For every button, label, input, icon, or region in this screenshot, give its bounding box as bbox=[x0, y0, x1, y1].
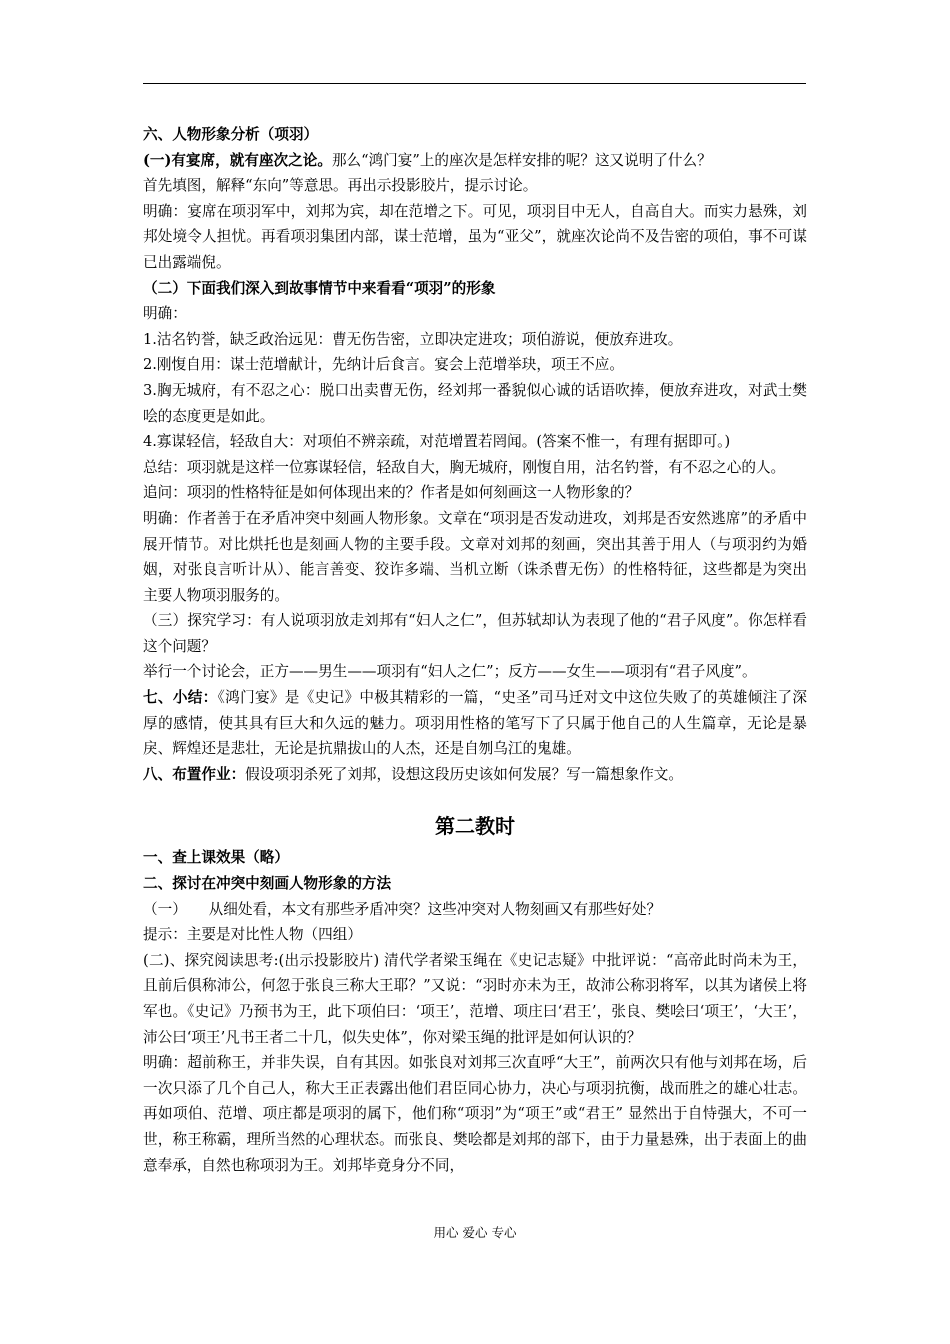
paragraph-text: 那么“鸿门宴”上的座次是怎样安排的呢？这又说明了什么？ bbox=[331, 151, 712, 169]
paragraph: 举行一个讨论会，正方——男生——项羽有“妇人之仁”；反方——女生——项羽有“君子风度”。 bbox=[143, 663, 757, 681]
paragraph: （一） 从细处看，本文有那些矛盾冲突？这些冲突对人物刻画又有那些好处？ bbox=[143, 900, 662, 918]
paragraph bbox=[143, 148, 807, 174]
section-label-8: 八、布置作业： bbox=[143, 765, 246, 783]
paragraph: 明确： bbox=[143, 305, 187, 323]
section-heading: 二、探讨在冲突中刻画人物形象的方法 bbox=[143, 875, 392, 893]
bold-lead: (一)有宴席，就有座次之论。 bbox=[143, 151, 332, 169]
paragraph bbox=[143, 762, 807, 788]
paragraph: 明确：超前称王，并非失误，自有其因。如张良对刘邦三次直呼“大王”，前两次只有他与刘邦在场，后一次只添了几个自己人，称大王正表露出他们君臣同心协力，决心与项羽抗衡，战而胜之的雄心壮志。再如项伯、范增、项庄都是项羽的属下，他们称“项羽”为“项王”或“君王” 显然出于自恃强大，不可一世，称王称霸，理所当然的心理状态。而张良、樊哙都是刘邦的部下，由于力量悬殊，出于表面上的曲意奉承，自然也称项羽为王。刘邦毕竟身分不同， bbox=[143, 1054, 807, 1174]
paragraph bbox=[143, 685, 807, 762]
paragraph-text: 假设项羽杀死了刘邦，设想这段历史该如何发展？写一篇想象作文。 bbox=[245, 765, 683, 783]
section-heading-6: 六、人物形象分析（项羽） bbox=[143, 126, 319, 143]
section-label-7: 七、小结： bbox=[143, 689, 218, 707]
lesson-title: 第二教时 bbox=[435, 814, 515, 839]
document-body bbox=[143, 122, 807, 1178]
paragraph: 追问：项羽的性格特征是如何体现出来的？作者是如何刻画这一人物形象的？ bbox=[143, 484, 640, 502]
paragraph: 明确：作者善于在矛盾冲突中刻画人物形象。文章在“项羽是否发动进攻，刘邦是否安然逃席”的矛盾中展开情节。对比烘托也是刻画人物的主要手段。文章对刘邦的刻画，突出其善于用人（与项羽约为婚姻，对张良言听计从）、能言善变、狡诈多端、当机立断（诛杀曹无伤）的性格特征，这些都是为突出主要人物项羽服务的。 bbox=[143, 509, 807, 604]
header-rule bbox=[143, 83, 806, 84]
subheading: （二）下面我们深入到故事情节中来看看“项羽”的形象 bbox=[143, 279, 496, 297]
section-heading: 一、查上课效果（略） bbox=[143, 849, 289, 867]
page-footer: 用心 爱心 专心 bbox=[433, 1225, 517, 1240]
list-item: 2.刚愎自用：谋士范增献计，先纳计后食言。宴会上范增举玦，项王不应。 bbox=[143, 356, 624, 374]
paragraph: (二)、探究阅读思考:(出示投影胶片) 清代学者梁玉绳在《史记志疑》中批评说：“高帝此时尚未为王，且前后俱称沛公，何忽于张良三称大王耶？”又说：“羽时亦未为王，故沛公称羽将军，以其为诸侯上将军也。《史记》乃预书为王，此下项伯曰：‘项王’，范增、项庄曰‘君王’，张良、樊哙曰‘项王’，‘大王’，沛公曰‘项王’凡书王者二十几，似失史体”，你对梁玉绳的批评是如何认识的？ bbox=[143, 951, 807, 1046]
list-item: 3.胸无城府，有不忍之心：脱口出卖曹无伤，经刘邦一番貌似心诚的话语吹捧，便放弃进攻，对武士樊哙的态度更是如此。 bbox=[143, 381, 807, 425]
paragraph: 首先填图，解释“东向”等意思。再出示投影胶片，提示讨论。 bbox=[143, 177, 538, 195]
list-item: 4.寡谋轻信，轻敌自大：对项伯不辨亲疏，对范增置若罔闻。(答案不惟一，有理有据即可。) bbox=[143, 433, 731, 451]
paragraph: （三）探究学习：有人说项羽放走刘邦有“妇人之仁”，但苏轼却认为表现了他的“君子风度”。你怎样看这个问题？ bbox=[143, 612, 807, 655]
paragraph: 提示：主要是对比性人物（四组） bbox=[143, 926, 362, 944]
paragraph-text: 《鸿门宴》是《史记》中极其精彩的一篇，“史圣”司马迁对文中这位失败了的英雄倾注了深厚的感情，使其具有巨大和久远的魅力。项羽用性格的笔写下了只属于他自己的人生篇章，无论是暴戾、辉煌还是悲壮，无论是抗鼎拔山的人杰，还是自刎乌江的鬼雄。 bbox=[143, 689, 807, 758]
paragraph: 明确：宴席在项羽军中，刘邦为宾，却在范增之下。可见，项羽目中无人，自高自大。而实力悬殊，刘邦处境令人担忧。再看项羽集团内部，谋士范增，虽为“亚父”，就座次论尚不及告密的项伯，事不可谋已出露端倪。 bbox=[143, 202, 807, 271]
paragraph: 总结：项羽就是这样一位寡谋轻信，轻敌自大，胸无城府，刚愎自用，沽名钓誉，有不忍之心的人。 bbox=[143, 458, 786, 476]
list-item: 1.沽名钓誉，缺乏政治远见：曹无伤告密，立即决定进攻；项伯游说，便放弃进攻。 bbox=[143, 330, 683, 348]
